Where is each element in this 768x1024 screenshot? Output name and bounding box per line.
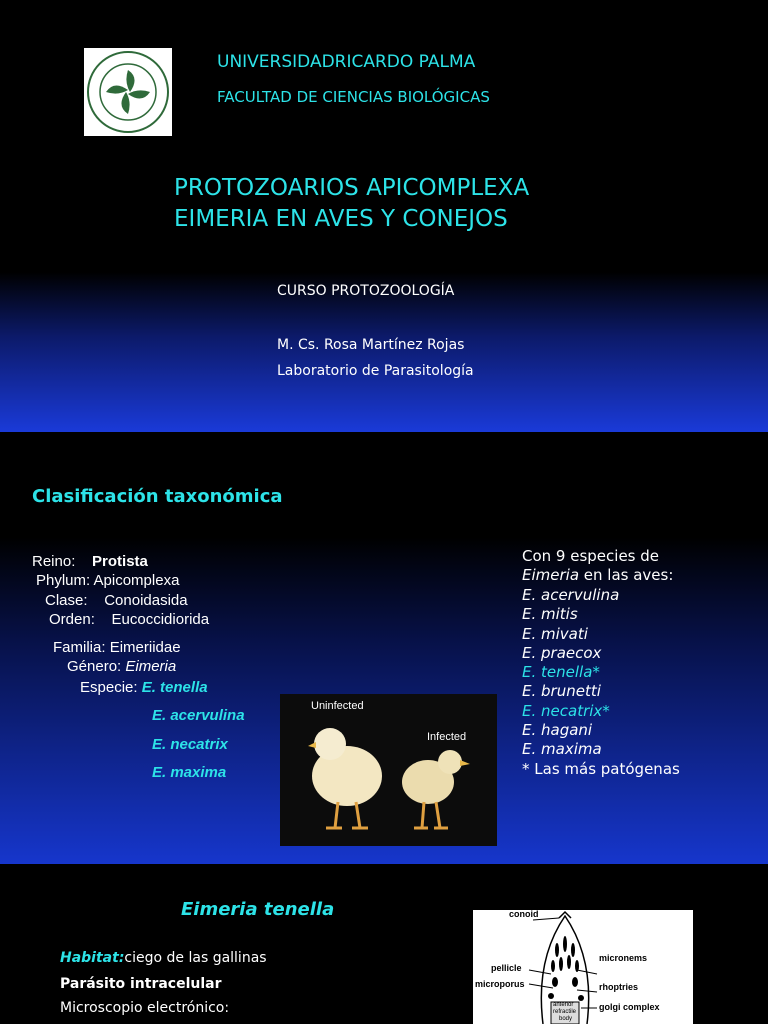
species-list-item: E. acervulina [522, 586, 620, 604]
species-list [522, 586, 619, 760]
genero-row: Género: Eimeria [67, 658, 177, 675]
species-list-item: E. mivati [522, 624, 588, 643]
body-label-2: refractile [553, 1009, 577, 1015]
species-intro-2: Eimeria en las aves: [522, 566, 674, 584]
familia-row: Familia: Eimeriidae [53, 639, 181, 656]
pellicle-label: pellicle [491, 963, 522, 973]
species-list-item: E. praecox [522, 643, 602, 662]
species-item: E. maxima [152, 764, 227, 781]
faculty-name: FACULTAD DE CIENCIAS BIOLÓGICAS [217, 88, 490, 106]
phylum-row: Phylum: Apicomplexa [36, 572, 180, 589]
author-name: M. Cs. Rosa Martínez Rojas [277, 337, 465, 353]
title-line-1: PROTOZOARIOS APICOMPLEXA [174, 175, 530, 201]
species-item: E. necatrix [152, 736, 228, 753]
university-logo [84, 48, 172, 136]
clase-row: Clase: Conoidasida [45, 592, 188, 609]
title-slide [0, 0, 768, 432]
title-line-2: EIMERIA EN AVES Y CONEJOS [174, 206, 508, 232]
golgi-label: golgi complex [599, 1002, 660, 1012]
species-list-item: E. mitis [522, 605, 578, 624]
footnote: * Las más patógenas [522, 760, 680, 778]
sporozoite-diagram [473, 910, 693, 1024]
microscope-line: Microscopio electrónico: [60, 1000, 230, 1016]
taxonomy-heading: Clasificación taxonómica [32, 486, 283, 507]
chicks-photo [280, 694, 497, 846]
eimeria-tenella-slide [0, 866, 768, 1024]
intracellular-line: Parásito intracelular [60, 976, 222, 992]
especie-row: Especie: E. tenella [80, 679, 208, 696]
species-list-item: E. tenella* [522, 663, 600, 682]
habitat-line: Habitat:ciego de las gallinas [60, 950, 267, 966]
taxonomy-slide [0, 434, 768, 864]
rhoptries-label: rhoptries [599, 982, 639, 992]
uninfected-label: Uninfected [311, 700, 364, 712]
university-name: UNIVERSIDADRICARDO PALMA [217, 52, 476, 72]
micronems-label: micronems [599, 953, 648, 963]
course-name: CURSO PROTOZOOLOGÍA [277, 283, 455, 299]
microporus-label: microporus [475, 979, 525, 989]
infected-label: Infected [427, 731, 467, 743]
conoid-label: conoid [509, 910, 539, 919]
body-label-1: anterior [553, 1002, 574, 1008]
slide3-title: Eimeria tenella [181, 899, 335, 920]
species-list-item: E. maxima [522, 740, 602, 759]
body-label-3: body [559, 1016, 573, 1022]
orden-row: Orden: Eucoccidiorida [49, 611, 210, 628]
species-list-item: E. hagani [522, 721, 593, 740]
reino-row: Reino: Protista [32, 553, 148, 570]
species-list-item: E. brunetti [522, 682, 601, 701]
species-intro-1: Con 9 especies de [522, 547, 660, 565]
lab-name: Laboratorio de Parasitología [277, 363, 474, 379]
species-list-item: E. necatrix* [522, 701, 610, 720]
species-item: E. acervulina [152, 707, 245, 724]
species-item: E. tenella [141, 679, 208, 696]
